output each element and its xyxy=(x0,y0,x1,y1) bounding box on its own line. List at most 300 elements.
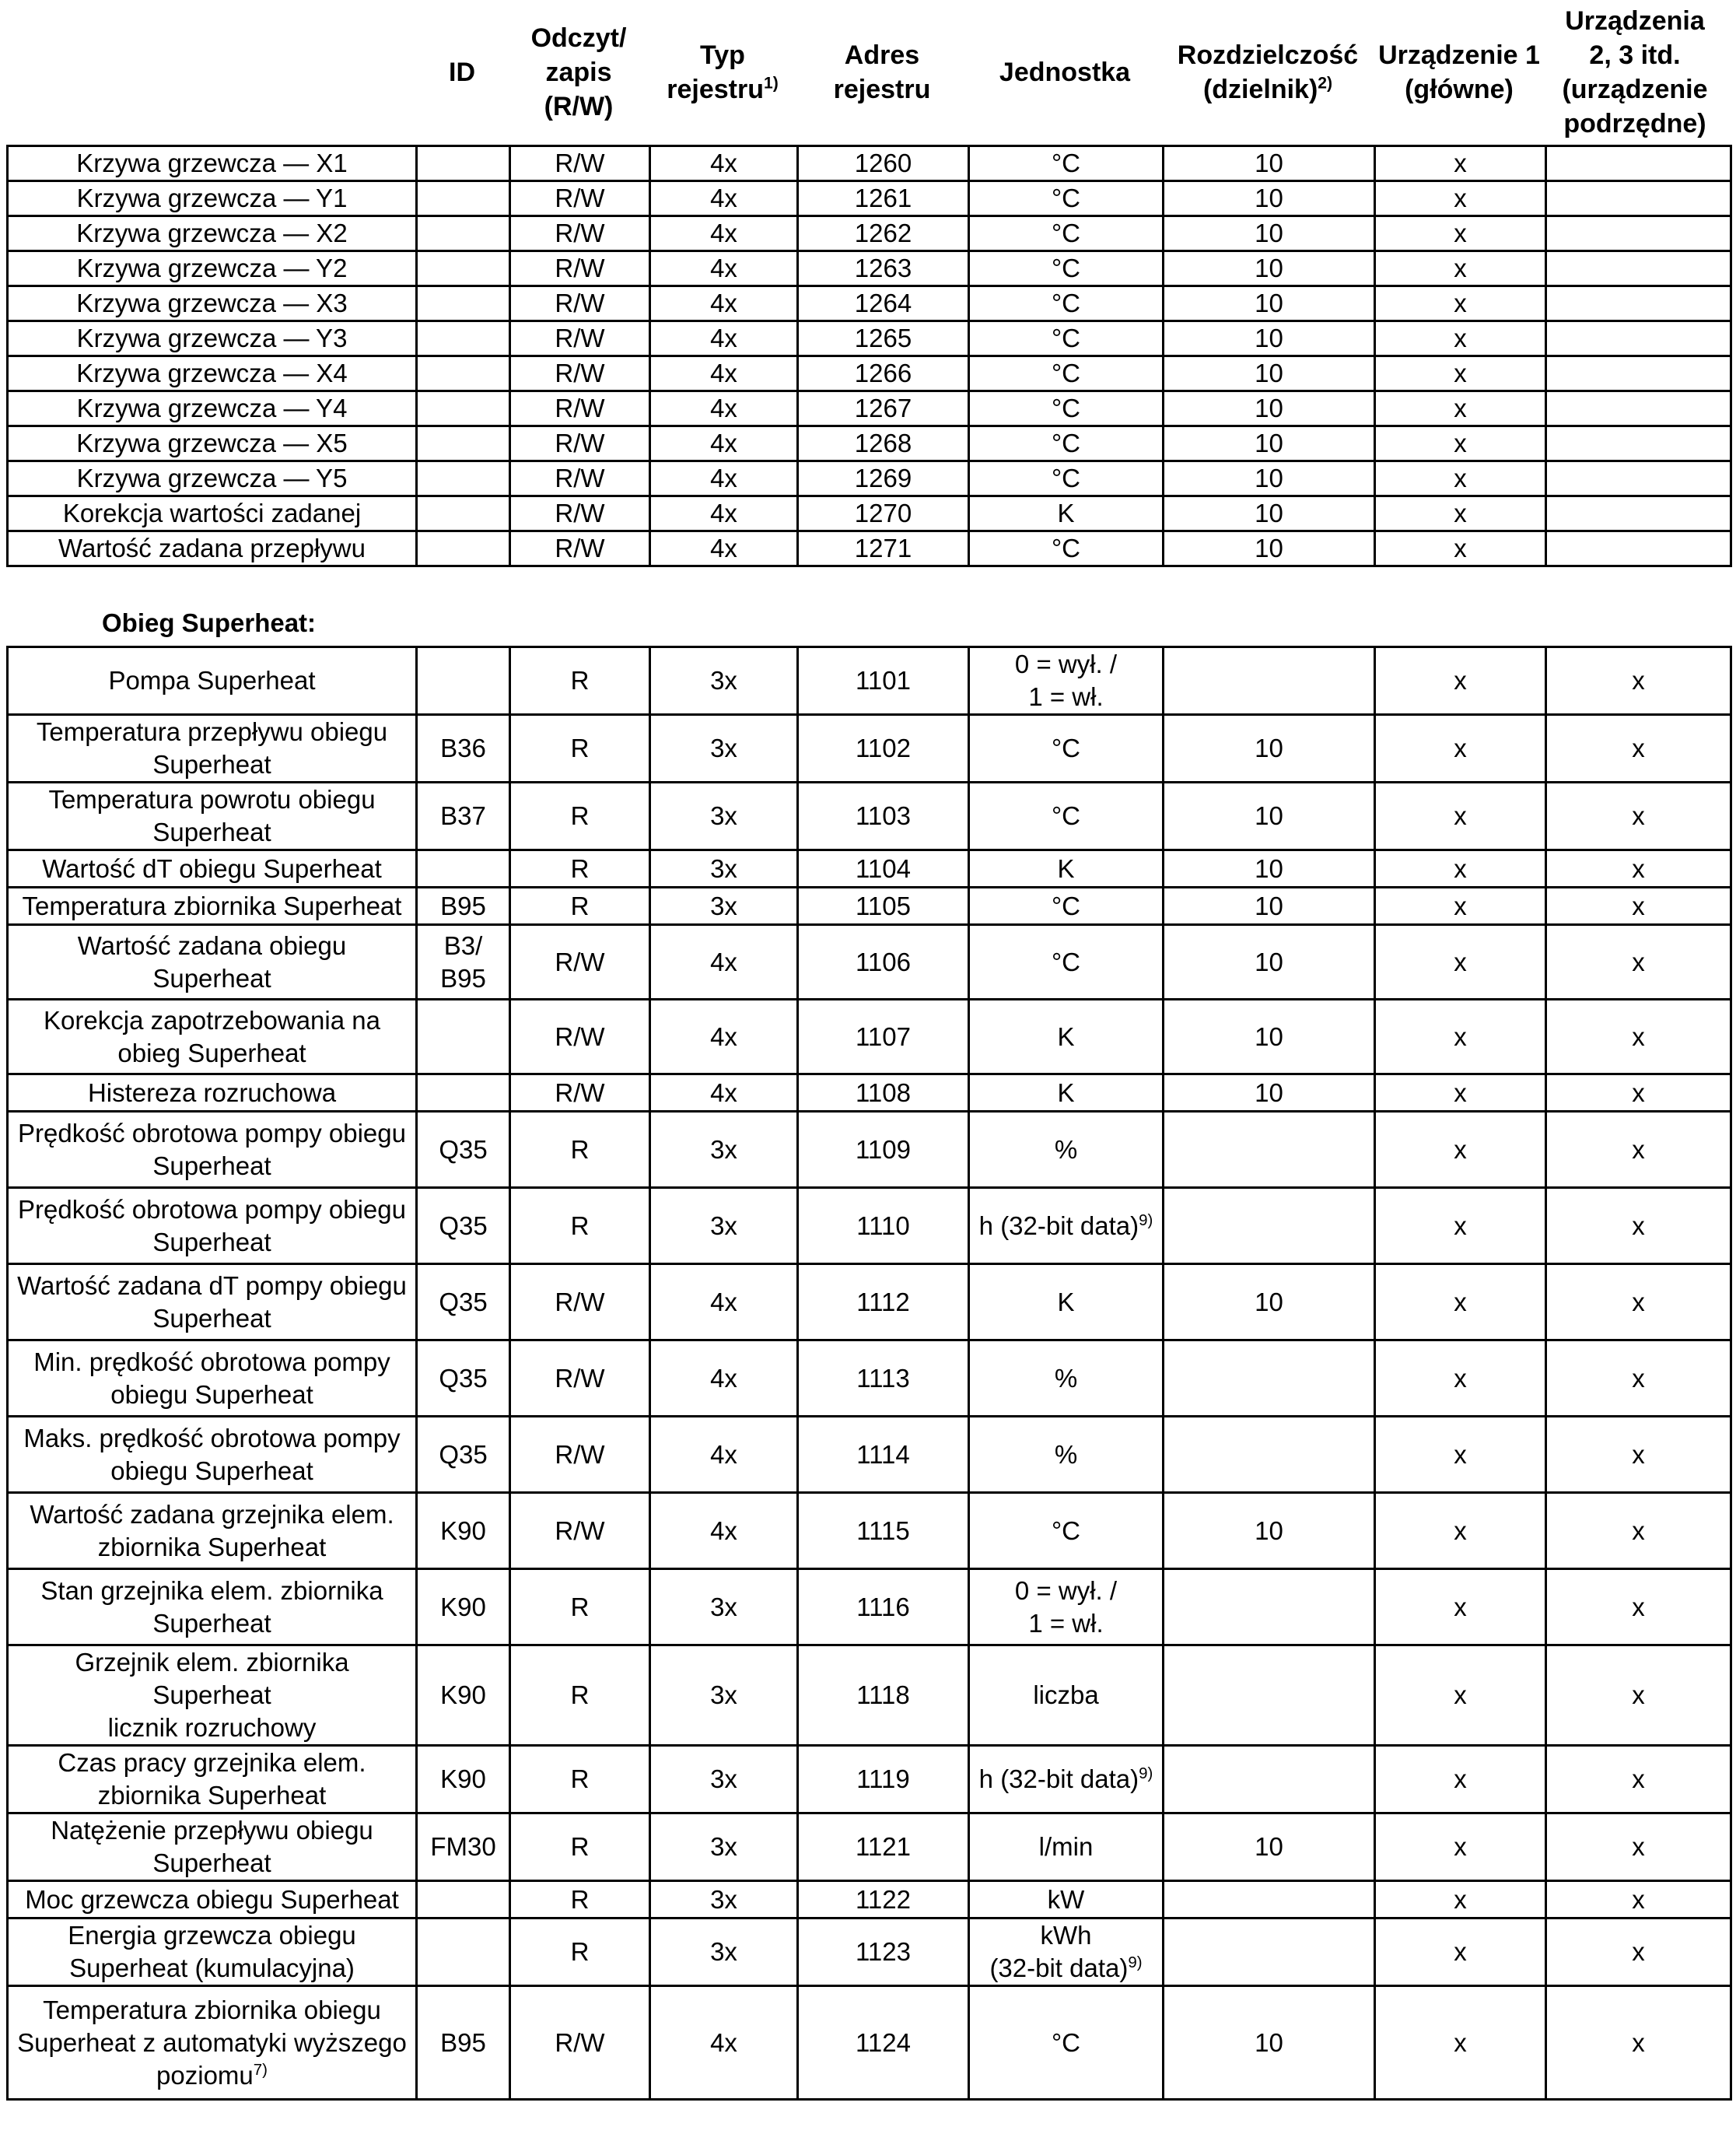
cell-device2 xyxy=(1546,181,1731,216)
cell-unit: °C xyxy=(969,286,1164,321)
col-header-device2 xyxy=(1545,0,1725,145)
col-header-resolution-text: Rozdzielczość (dzielnik)$^{2)}$ xyxy=(1177,40,1359,104)
cell-unit: °C xyxy=(969,391,1164,426)
cell-device2: x xyxy=(1546,1918,1731,1986)
table-row xyxy=(8,426,1731,461)
cell-unit: °C xyxy=(969,531,1164,566)
cell-id: Q35 xyxy=(417,1264,510,1340)
cell-device1: x xyxy=(1375,1569,1546,1645)
cell-resolution: 10 xyxy=(1164,850,1375,888)
cell-device1: x xyxy=(1375,1340,1546,1417)
cell-type: 4x xyxy=(650,356,798,391)
cell-device2: x xyxy=(1546,1986,1731,2100)
cell-type: 3x xyxy=(650,1569,798,1645)
cell-name: Korekcja wartości zadanej xyxy=(8,496,417,531)
cell-name: Wartość dT obiegu Superheat xyxy=(8,850,417,888)
cell-device1: x xyxy=(1375,1493,1546,1569)
cell-resolution: 10 xyxy=(1164,1074,1375,1112)
cell-name: Krzywa grzewcza — Y5 xyxy=(8,461,417,496)
cell-device2: x xyxy=(1546,1881,1731,1918)
cell-rw: R xyxy=(510,850,650,888)
cell-resolution: 10 xyxy=(1164,1000,1375,1074)
table-row xyxy=(8,850,1731,888)
cell-resolution: 10 xyxy=(1164,356,1375,391)
cell-name: Maks. prędkość obrotowa pompy obiegu Superheat xyxy=(8,1417,417,1493)
cell-name: Temperatura zbiornika Superheat xyxy=(8,888,417,925)
table-row xyxy=(8,1813,1731,1881)
cell-resolution: 10 xyxy=(1164,181,1375,216)
cell-unit: °C xyxy=(969,783,1164,850)
cell-resolution xyxy=(1164,1417,1375,1493)
table-row xyxy=(8,146,1731,181)
table-row xyxy=(8,647,1731,715)
cell-type: 3x xyxy=(650,888,798,925)
cell-address: 1119 xyxy=(798,1746,969,1813)
cell-device1: x xyxy=(1375,461,1546,496)
cell-name: Pompa Superheat xyxy=(8,647,417,715)
cell-id: B37 xyxy=(417,783,510,850)
cell-unit: l/min xyxy=(969,1813,1164,1881)
cell-id xyxy=(417,286,510,321)
cell-type: 4x xyxy=(650,1417,798,1493)
cell-rw: R/W xyxy=(510,181,650,216)
cell-address: 1121 xyxy=(798,1813,969,1881)
cell-id xyxy=(417,461,510,496)
cell-name: Energia grzewcza obiegu Superheat (kumulacyjna) xyxy=(8,1918,417,1986)
cell-type: 4x xyxy=(650,146,798,181)
cell-unit: °C xyxy=(969,461,1164,496)
cell-id: B36 xyxy=(417,715,510,783)
cell-device1: x xyxy=(1375,1881,1546,1918)
cell-address: 1269 xyxy=(798,461,969,496)
cell-resolution: 10 xyxy=(1164,888,1375,925)
table-row xyxy=(8,286,1731,321)
cell-unit: K xyxy=(969,850,1164,888)
cell-unit: 0 = wył. / 1 = wł. xyxy=(969,1569,1164,1645)
cell-unit: °C xyxy=(969,251,1164,286)
cell-id: K90 xyxy=(417,1569,510,1645)
cell-device2: x xyxy=(1546,1417,1731,1493)
cell-type: 4x xyxy=(650,1074,798,1112)
cell-rw: R/W xyxy=(510,356,650,391)
table-row xyxy=(8,1074,1731,1112)
cell-unit: °C xyxy=(969,181,1164,216)
cell-name: Krzywa grzewcza — Y4 xyxy=(8,391,417,426)
cell-resolution: 10 xyxy=(1164,1986,1375,2100)
cell-type: 3x xyxy=(650,850,798,888)
table-row xyxy=(8,496,1731,531)
cell-resolution: 10 xyxy=(1164,286,1375,321)
cell-address: 1116 xyxy=(798,1569,969,1645)
cell-rw: R xyxy=(510,783,650,850)
cell-rw: R/W xyxy=(510,1340,650,1417)
cell-id xyxy=(417,496,510,531)
cell-resolution xyxy=(1164,1746,1375,1813)
cell-device1: x xyxy=(1375,251,1546,286)
cell-rw: R/W xyxy=(510,1493,650,1569)
cell-id: B95 xyxy=(417,1986,510,2100)
cell-resolution: 10 xyxy=(1164,925,1375,1000)
table-row xyxy=(8,356,1731,391)
col-header-device2-text: Urządzenia 2, 3 itd. (urządzenie podrzędne) xyxy=(1562,6,1708,138)
table-row xyxy=(8,1746,1731,1813)
cell-device1: x xyxy=(1375,426,1546,461)
table-row xyxy=(8,1264,1731,1340)
cell-unit: K xyxy=(969,1074,1164,1112)
cell-device2 xyxy=(1546,146,1731,181)
cell-type: 4x xyxy=(650,1340,798,1417)
cell-device1: x xyxy=(1375,391,1546,426)
cell-resolution xyxy=(1164,647,1375,715)
cell-unit: kWh (32-bit data)$^{9)}$ xyxy=(969,1918,1164,1986)
cell-device2 xyxy=(1546,391,1731,426)
cell-id xyxy=(417,181,510,216)
cell-rw: R/W xyxy=(510,1074,650,1112)
cell-unit: K xyxy=(969,1000,1164,1074)
cell-device1: x xyxy=(1375,356,1546,391)
table-row xyxy=(8,1493,1731,1569)
table-row xyxy=(8,1188,1731,1264)
cell-device1: x xyxy=(1375,146,1546,181)
cell-device1: x xyxy=(1375,216,1546,251)
cell-rw: R xyxy=(510,715,650,783)
cell-device2: x xyxy=(1546,1493,1731,1569)
table-row xyxy=(8,1112,1731,1188)
cell-device1: x xyxy=(1375,888,1546,925)
cell-device2 xyxy=(1546,531,1731,566)
cell-id: K90 xyxy=(417,1645,510,1746)
cell-id xyxy=(417,850,510,888)
cell-rw: R xyxy=(510,1188,650,1264)
table-row xyxy=(8,181,1731,216)
cell-name: Krzywa grzewcza — X4 xyxy=(8,356,417,391)
cell-resolution xyxy=(1164,1569,1375,1645)
cell-name: Krzywa grzewcza — X3 xyxy=(8,286,417,321)
cell-resolution: 10 xyxy=(1164,251,1375,286)
col-header-type xyxy=(649,0,796,145)
col-header-address xyxy=(796,0,968,145)
table-row xyxy=(8,925,1731,1000)
cell-device2 xyxy=(1546,321,1731,356)
col-header-type-text: Typ rejestru$^{1)}$ xyxy=(667,40,779,104)
cell-name: Stan grzejnika elem. zbiornika Superheat xyxy=(8,1569,417,1645)
cell-resolution: 10 xyxy=(1164,426,1375,461)
cell-type: 3x xyxy=(650,1645,798,1746)
cell-id xyxy=(417,321,510,356)
table-row xyxy=(8,216,1731,251)
cell-id xyxy=(417,251,510,286)
cell-address: 1103 xyxy=(798,783,969,850)
cell-name: Krzywa grzewcza — X2 xyxy=(8,216,417,251)
cell-type: 4x xyxy=(650,426,798,461)
cell-unit: °C xyxy=(969,1493,1164,1569)
cell-type: 4x xyxy=(650,286,798,321)
cell-rw: R/W xyxy=(510,1000,650,1074)
col-header-id-text: ID xyxy=(449,58,475,87)
table-row xyxy=(8,321,1731,356)
cell-type: 3x xyxy=(650,1918,798,1986)
cell-device2: x xyxy=(1546,1000,1731,1074)
cell-name: Korekcja zapotrzebowania na obieg Superheat xyxy=(8,1000,417,1074)
table-row xyxy=(8,783,1731,850)
cell-resolution: 10 xyxy=(1164,216,1375,251)
table-row xyxy=(8,1000,1731,1074)
cell-device2: x xyxy=(1546,1813,1731,1881)
cell-unit: 0 = wył. / 1 = wł. xyxy=(969,647,1164,715)
cell-device1: x xyxy=(1375,647,1546,715)
cell-id xyxy=(417,391,510,426)
cell-id: Q35 xyxy=(417,1417,510,1493)
cell-id: Q35 xyxy=(417,1112,510,1188)
cell-device1: x xyxy=(1375,783,1546,850)
cell-name: Krzywa grzewcza — X5 xyxy=(8,426,417,461)
cell-id: Q35 xyxy=(417,1340,510,1417)
cell-device1: x xyxy=(1375,1645,1546,1746)
cell-name: Grzejnik elem. zbiornika Superheat licznik rozruchowy xyxy=(8,1645,417,1746)
cell-type: 3x xyxy=(650,783,798,850)
col-header-address-text: Adres rejestru xyxy=(833,40,931,104)
cell-id xyxy=(417,531,510,566)
cell-name: Temperatura powrotu obiegu Superheat xyxy=(8,783,417,850)
cell-resolution xyxy=(1164,1188,1375,1264)
cell-type: 4x xyxy=(650,1986,798,2100)
cell-type: 4x xyxy=(650,461,798,496)
cell-address: 1264 xyxy=(798,286,969,321)
cell-rw: R/W xyxy=(510,286,650,321)
cell-name: Natężenie przepływu obiegu Superheat xyxy=(8,1813,417,1881)
cell-resolution: 10 xyxy=(1164,496,1375,531)
cell-device2: x xyxy=(1546,1340,1731,1417)
cell-address: 1262 xyxy=(798,216,969,251)
cell-type: 4x xyxy=(650,321,798,356)
col-header-unit-text: Jednostka xyxy=(999,58,1131,87)
cell-rw: R xyxy=(510,1569,650,1645)
cell-device2: x xyxy=(1546,1112,1731,1188)
cell-id xyxy=(417,1918,510,1986)
cell-unit: liczba xyxy=(969,1645,1164,1746)
col-header-resolution xyxy=(1162,0,1374,145)
col-header-device1-text: Urządzenie 1 (główne) xyxy=(1378,40,1540,104)
cell-device1: x xyxy=(1375,1746,1546,1813)
cell-device2: x xyxy=(1546,925,1731,1000)
col-header-unit xyxy=(968,0,1162,145)
section-title: Obieg Superheat: xyxy=(102,608,317,637)
cell-device1: x xyxy=(1375,1188,1546,1264)
cell-type: 3x xyxy=(650,1746,798,1813)
cell-name: Wartość zadana przepływu xyxy=(8,531,417,566)
cell-address: 1104 xyxy=(798,850,969,888)
cell-device2 xyxy=(1546,426,1731,461)
cell-resolution: 10 xyxy=(1164,1813,1375,1881)
cell-rw: R/W xyxy=(510,426,650,461)
cell-address: 1270 xyxy=(798,496,969,531)
cell-id: FM30 xyxy=(417,1813,510,1881)
superheat-table xyxy=(6,646,1732,2101)
cell-address: 1106 xyxy=(798,925,969,1000)
cell-address: 1112 xyxy=(798,1264,969,1340)
cell-device1: x xyxy=(1375,1264,1546,1340)
table-row xyxy=(8,1645,1731,1746)
table-row xyxy=(8,1569,1731,1645)
cell-type: 4x xyxy=(650,531,798,566)
cell-type: 3x xyxy=(650,715,798,783)
table-row xyxy=(8,1918,1731,1986)
cell-address: 1265 xyxy=(798,321,969,356)
cell-name: Czas pracy grzejnika elem. zbiornika Superheat xyxy=(8,1746,417,1813)
cell-name: Min. prędkość obrotowa pompy obiegu Superheat xyxy=(8,1340,417,1417)
cell-device2: x xyxy=(1546,1645,1731,1746)
cell-device2: x xyxy=(1546,783,1731,850)
table-row xyxy=(8,888,1731,925)
cell-address: 1107 xyxy=(798,1000,969,1074)
cell-device2: x xyxy=(1546,647,1731,715)
cell-device1: x xyxy=(1375,925,1546,1000)
cell-device1: x xyxy=(1375,531,1546,566)
cell-device2: x xyxy=(1546,850,1731,888)
cell-type: 4x xyxy=(650,496,798,531)
cell-resolution xyxy=(1164,1881,1375,1918)
cell-device1: x xyxy=(1375,1112,1546,1188)
cell-rw: R/W xyxy=(510,531,650,566)
cell-device2: x xyxy=(1546,1746,1731,1813)
cell-id xyxy=(417,356,510,391)
cell-resolution: 10 xyxy=(1164,146,1375,181)
cell-type: 4x xyxy=(650,251,798,286)
cell-unit: % xyxy=(969,1417,1164,1493)
cell-rw: R xyxy=(510,647,650,715)
cell-id: K90 xyxy=(417,1746,510,1813)
cell-device2 xyxy=(1546,216,1731,251)
cell-address: 1260 xyxy=(798,146,969,181)
cell-device1: x xyxy=(1375,286,1546,321)
cell-device2: x xyxy=(1546,715,1731,783)
cell-rw: R/W xyxy=(510,1417,650,1493)
table-row xyxy=(8,251,1731,286)
cell-address: 1267 xyxy=(798,391,969,426)
cell-unit: kW xyxy=(969,1881,1164,1918)
cell-resolution: 10 xyxy=(1164,321,1375,356)
cell-resolution xyxy=(1164,1112,1375,1188)
cell-unit: % xyxy=(969,1112,1164,1188)
cell-address: 1266 xyxy=(798,356,969,391)
cell-address: 1263 xyxy=(798,251,969,286)
cell-address: 1118 xyxy=(798,1645,969,1746)
cell-rw: R/W xyxy=(510,925,650,1000)
table-row xyxy=(8,461,1731,496)
table-row xyxy=(8,1417,1731,1493)
cell-type: 4x xyxy=(650,925,798,1000)
table-header xyxy=(0,0,1736,145)
cell-resolution: 10 xyxy=(1164,715,1375,783)
cell-address: 1268 xyxy=(798,426,969,461)
cell-resolution: 10 xyxy=(1164,783,1375,850)
cell-resolution: 10 xyxy=(1164,1264,1375,1340)
cell-device1: x xyxy=(1375,181,1546,216)
cell-device2: x xyxy=(1546,1188,1731,1264)
cell-resolution: 10 xyxy=(1164,461,1375,496)
cell-address: 1102 xyxy=(798,715,969,783)
table-row xyxy=(8,715,1731,783)
cell-name: Prędkość obrotowa pompy obiegu Superheat xyxy=(8,1112,417,1188)
cell-device2 xyxy=(1546,356,1731,391)
table-row xyxy=(8,1986,1731,2100)
cell-resolution: 10 xyxy=(1164,531,1375,566)
cell-device1: x xyxy=(1375,850,1546,888)
cell-type: 4x xyxy=(650,216,798,251)
table-row xyxy=(8,1340,1731,1417)
cell-rw: R/W xyxy=(510,391,650,426)
cell-address: 1261 xyxy=(798,181,969,216)
col-header-rw-text: Odczyt/ zapis (R/W) xyxy=(530,23,627,121)
cell-resolution: 10 xyxy=(1164,1493,1375,1569)
cell-resolution: 10 xyxy=(1164,391,1375,426)
cell-unit: °C xyxy=(969,925,1164,1000)
cell-name: Moc grzewcza obiegu Superheat xyxy=(8,1881,417,1918)
cell-id xyxy=(417,426,510,461)
cell-address: 1108 xyxy=(798,1074,969,1112)
col-header-device1 xyxy=(1374,0,1545,145)
cell-address: 1101 xyxy=(798,647,969,715)
cell-device1: x xyxy=(1375,715,1546,783)
cell-id xyxy=(417,216,510,251)
cell-type: 4x xyxy=(650,1493,798,1569)
cell-device2 xyxy=(1546,286,1731,321)
table-row xyxy=(8,1881,1731,1918)
cell-name: Krzywa grzewcza — X1 xyxy=(8,146,417,181)
cell-resolution xyxy=(1164,1645,1375,1746)
cell-device1: x xyxy=(1375,496,1546,531)
cell-type: 3x xyxy=(650,1813,798,1881)
cell-rw: R/W xyxy=(510,461,650,496)
cell-type: 4x xyxy=(650,391,798,426)
cell-name: Wartość zadana grzejnika elem. zbiornika Superheat xyxy=(8,1493,417,1569)
cell-unit: °C xyxy=(969,1986,1164,2100)
cell-device2: x xyxy=(1546,1569,1731,1645)
cell-rw: R/W xyxy=(510,1264,650,1340)
cell-rw: R xyxy=(510,1645,650,1746)
cell-name: Krzywa grzewcza — Y3 xyxy=(8,321,417,356)
cell-rw: R/W xyxy=(510,496,650,531)
cell-id: K90 xyxy=(417,1493,510,1569)
cell-device2 xyxy=(1546,461,1731,496)
cell-rw: R xyxy=(510,1881,650,1918)
col-header-rw xyxy=(509,0,649,145)
cell-unit: h (32-bit data)$^{9)}$ xyxy=(969,1188,1164,1264)
cell-rw: R/W xyxy=(510,146,650,181)
cell-device2: x xyxy=(1546,1264,1731,1340)
cell-unit: °C xyxy=(969,216,1164,251)
cell-id xyxy=(417,1074,510,1112)
cell-resolution xyxy=(1164,1918,1375,1986)
cell-rw: R xyxy=(510,1112,650,1188)
cell-type: 4x xyxy=(650,1264,798,1340)
cell-id: B3/ B95 xyxy=(417,925,510,1000)
cell-name: Histereza rozruchowa xyxy=(8,1074,417,1112)
cell-id xyxy=(417,1000,510,1074)
cell-name: Wartość zadana dT pompy obiegu Superheat xyxy=(8,1264,417,1340)
cell-address: 1114 xyxy=(798,1417,969,1493)
cell-address: 1105 xyxy=(798,888,969,925)
heating-curve-table-body xyxy=(8,146,1731,566)
cell-id: B95 xyxy=(417,888,510,925)
cell-device1: x xyxy=(1375,1918,1546,1986)
cell-unit: °C xyxy=(969,356,1164,391)
cell-rw: R xyxy=(510,1813,650,1881)
cell-unit: °C xyxy=(969,146,1164,181)
cell-device2: x xyxy=(1546,888,1731,925)
table-row xyxy=(8,391,1731,426)
cell-rw: R xyxy=(510,888,650,925)
